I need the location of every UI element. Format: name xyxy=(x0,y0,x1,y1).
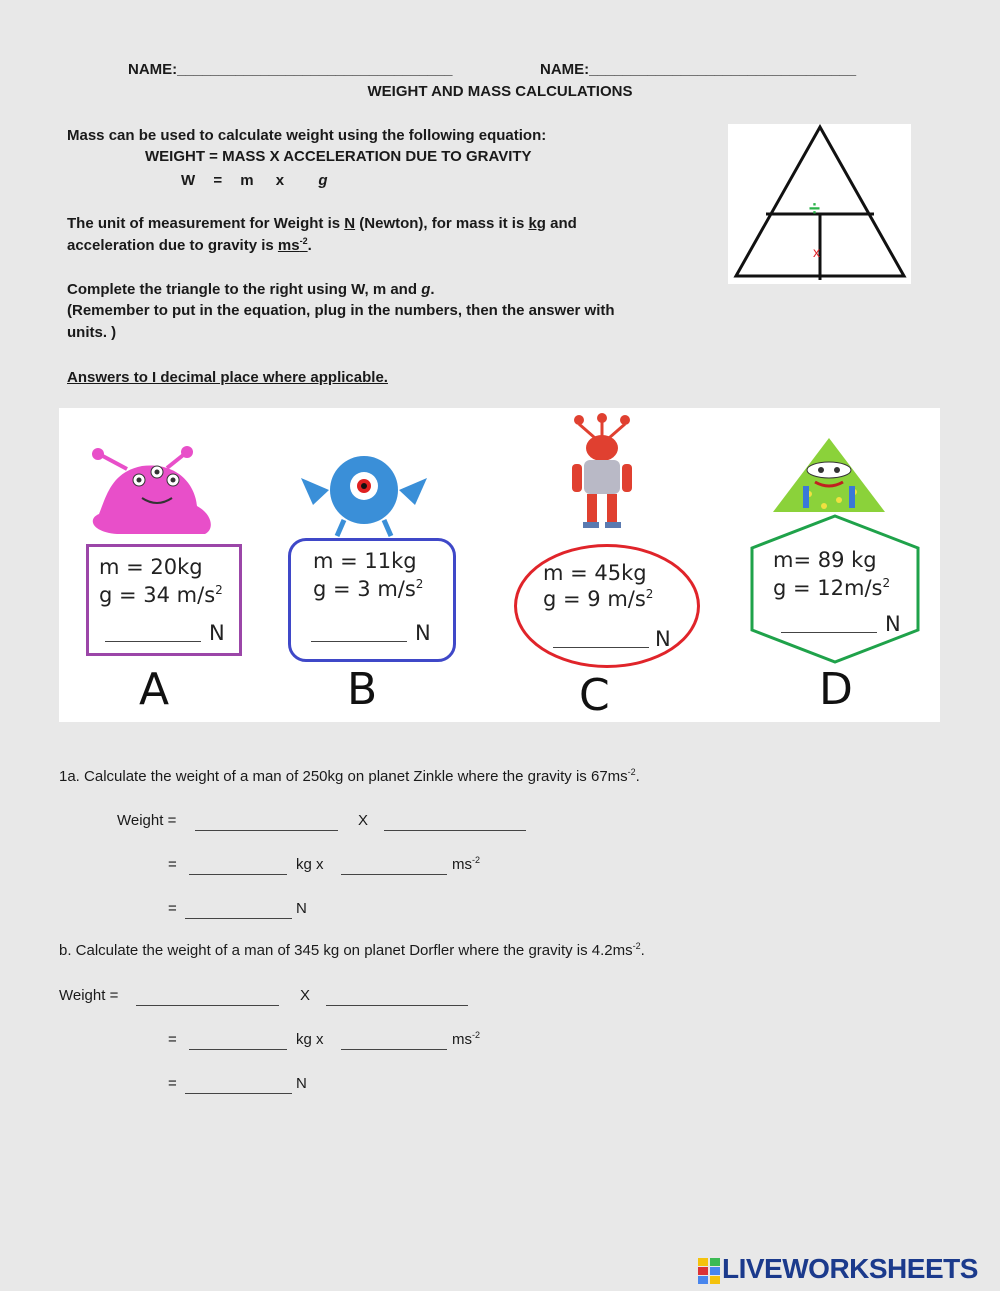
q1a-gravity-input[interactable] xyxy=(384,814,526,831)
question-1b xyxy=(59,942,645,959)
name-label-2: NAME:________________________________ xyxy=(540,61,857,78)
box-b-answer-input[interactable] xyxy=(311,625,407,642)
units-text-a: The unit of measurement for Weight is xyxy=(67,215,345,232)
q1a-ms-unit xyxy=(452,856,480,873)
units-line-1 xyxy=(67,213,577,235)
q1a-ms-input[interactable] xyxy=(341,858,447,875)
eq-m: m xyxy=(240,172,254,189)
q1a-weight-label: Weight = xyxy=(117,812,177,829)
pink-monster-icon xyxy=(87,444,217,544)
box-b-mass: m = 11kg xyxy=(313,549,417,573)
unit-ms xyxy=(278,237,308,254)
q1a-kg-x: kg x xyxy=(296,856,324,873)
monster-panel xyxy=(59,408,940,722)
q1a-answer-input[interactable] xyxy=(185,902,292,919)
box-d-mass: m= 89 kg xyxy=(773,548,877,572)
box-a-gravity-text: g = 34 m/s xyxy=(99,583,216,607)
box-d-answer-input[interactable] xyxy=(781,616,877,633)
box-a xyxy=(86,544,242,656)
intro-equation-words: WEIGHT = MASS X ACCELERATION DUE TO GRAVITY xyxy=(145,148,532,165)
q1b-weight-label: Weight = xyxy=(59,987,119,1004)
box-d-gravity-text: g = 12m/s xyxy=(773,576,883,600)
question-1b-text: b. Calculate the weight of a man of 345 kg on planet Dorfler where the gravity is 4.2ms xyxy=(59,942,633,959)
units-text-b: (Newton), for mass it is xyxy=(355,215,529,232)
box-c-gravity-text: g = 9 m/s xyxy=(543,587,646,611)
question-1b-end: . xyxy=(640,942,645,959)
q1a-ms-text: ms xyxy=(452,856,472,873)
question-1a-text: 1a. Calculate the weight of a man of 250kg on planet Zinkle where the gravity is 67ms xyxy=(59,768,628,785)
box-b-gravity xyxy=(313,577,423,601)
liveworksheets-logo-icon xyxy=(698,1258,720,1284)
formula-triangle xyxy=(728,124,911,284)
q1b-kg-input[interactable] xyxy=(189,1033,287,1050)
q1a-equals-2: = xyxy=(168,900,177,917)
units-text-d: acceleration due to gravity is xyxy=(67,237,278,254)
complete-instruction xyxy=(67,279,435,301)
question-1a-end: . xyxy=(635,768,640,785)
q1a-ms-sup: -2 xyxy=(472,855,481,865)
box-b-gravity-sup: 2 xyxy=(415,577,424,591)
remember-line-1: (Remember to put in the equation, plug in the numbers, then the answer with xyxy=(67,302,615,319)
q1b-equals-2: = xyxy=(168,1075,177,1092)
intro-equation-symbols xyxy=(181,170,327,192)
q1a-n-unit: N xyxy=(296,900,307,917)
page-title: WEIGHT AND MASS CALCULATIONS xyxy=(367,83,633,100)
units-text-end: . xyxy=(307,237,312,254)
box-c-mass: m = 45kg xyxy=(543,561,647,585)
box-a-unit: N xyxy=(209,621,225,645)
q1a-kg-input[interactable] xyxy=(189,858,287,875)
logo-blocks-icon xyxy=(698,1258,720,1284)
q1b-equals-1: = xyxy=(168,1031,177,1048)
eq-equals: = xyxy=(213,172,223,189)
intro-line-1: Mass can be used to calculate weight using the following equation: xyxy=(67,127,547,144)
box-c xyxy=(514,544,700,668)
units-text-c: and xyxy=(545,215,577,232)
question-1a-sup: -2 xyxy=(627,767,636,777)
box-c-unit: N xyxy=(655,627,671,651)
green-triangle-monster-icon xyxy=(769,434,889,516)
q1b-kg-x: kg x xyxy=(296,1031,324,1048)
unit-ms-sup: -2 xyxy=(299,236,308,246)
box-c-gravity xyxy=(543,587,653,611)
eq-w: W xyxy=(181,172,196,189)
question-1b-sup: -2 xyxy=(632,941,641,951)
letter-d: D xyxy=(819,664,853,715)
name-label-1: NAME:_________________________________ xyxy=(128,61,453,78)
box-b xyxy=(288,538,456,662)
q1b-mass-input[interactable] xyxy=(136,989,279,1006)
liveworksheets-brand: LIVEWORKSHEETS xyxy=(722,1253,978,1284)
letter-c: C xyxy=(579,670,610,721)
box-c-answer-input[interactable] xyxy=(553,631,649,648)
answers-note: Answers to I decimal place where applicable. xyxy=(67,369,388,386)
q1b-x-label: X xyxy=(300,987,311,1004)
letter-a: A xyxy=(139,664,170,715)
box-c-gravity-sup: 2 xyxy=(645,587,654,601)
complete-g: g xyxy=(421,281,431,298)
box-b-unit: N xyxy=(415,621,431,645)
q1b-ms-unit xyxy=(452,1031,480,1048)
box-a-gravity-sup: 2 xyxy=(215,583,223,597)
complete-text: Complete the triangle to the right using W, m and xyxy=(67,281,422,298)
box-a-gravity xyxy=(99,583,223,607)
unit-ms-text: ms xyxy=(277,237,300,254)
box-d-unit: N xyxy=(885,612,901,636)
blue-monster-icon xyxy=(299,450,429,540)
letter-b: B xyxy=(347,664,378,715)
q1b-ms-sup: -2 xyxy=(472,1030,481,1040)
robot-monster-icon xyxy=(567,412,637,532)
complete-end: . xyxy=(430,281,435,298)
q1a-x-label: X xyxy=(358,812,369,829)
box-b-gravity-text: g = 3 m/s xyxy=(313,577,416,601)
box-d-gravity-sup: 2 xyxy=(882,576,891,590)
q1b-ms-input[interactable] xyxy=(341,1033,447,1050)
remember-line-2: units. ) xyxy=(67,324,117,341)
box-d-gravity xyxy=(773,576,890,600)
q1a-mass-input[interactable] xyxy=(195,814,338,831)
units-line-2 xyxy=(67,235,312,257)
unit-kg: kg xyxy=(528,215,546,232)
q1b-n-unit: N xyxy=(296,1075,307,1092)
box-a-mass: m = 20kg xyxy=(99,555,203,579)
q1a-equals-1: = xyxy=(168,856,177,873)
question-1a xyxy=(59,768,640,785)
unit-n: N xyxy=(344,215,356,232)
q1b-ms-text: ms xyxy=(452,1031,472,1048)
eq-x: x xyxy=(275,172,285,189)
times-symbol: x xyxy=(813,244,820,260)
q1b-gravity-input[interactable] xyxy=(326,989,468,1006)
box-a-answer-input[interactable] xyxy=(105,625,201,642)
eq-g: g xyxy=(318,172,328,189)
q1b-answer-input[interactable] xyxy=(185,1077,292,1094)
divide-symbol: ÷ xyxy=(809,198,820,220)
